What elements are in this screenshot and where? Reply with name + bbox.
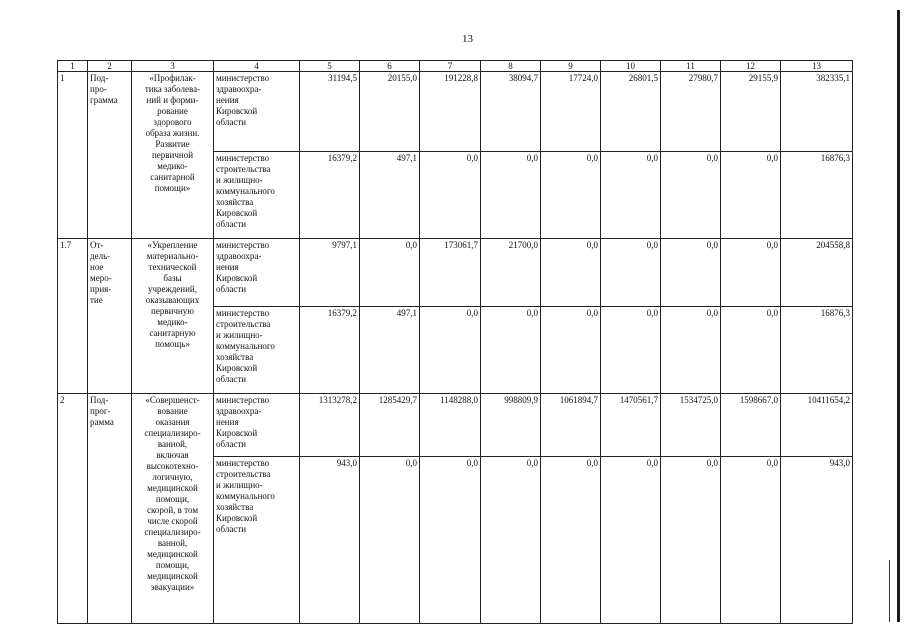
year-amount: 1598667,0: [721, 394, 781, 457]
year-amount: 0,0: [601, 457, 661, 624]
year-amount: 191228,8: [420, 72, 481, 152]
year-amount: 0,0: [541, 239, 601, 307]
executor-name: министерство строительства и жилищно- коммунального хозяйства Кировской области: [214, 457, 300, 624]
year-amount: 0,0: [420, 457, 481, 624]
year-amount: 497,1: [360, 307, 420, 394]
year-amount: 0,0: [601, 152, 661, 239]
year-amount: 1285429,7: [360, 394, 420, 457]
executor-name: министерство строительства и жилищно- коммунального хозяйства Кировской области: [214, 152, 300, 239]
table-row: [58, 239, 853, 307]
section-number: 2: [58, 394, 88, 624]
year-amount: 0,0: [541, 307, 601, 394]
total-amount: 382335,1: [781, 72, 853, 152]
column-header: 3: [132, 61, 214, 72]
year-amount: 16379,2: [300, 307, 360, 394]
year-amount: 38094,7: [481, 72, 541, 152]
column-header: 2: [88, 61, 132, 72]
year-amount: 9797,1: [300, 239, 360, 307]
column-header: 7: [420, 61, 481, 72]
section-name: «Укрепление материально- технической базы учреждений, оказывающих первичную медико- санитарную помощь»: [132, 239, 214, 394]
section-number: 1: [58, 72, 88, 239]
table-row: [58, 72, 853, 152]
year-amount: 0,0: [481, 307, 541, 394]
year-amount: 1470561,7: [601, 394, 661, 457]
column-number-header-row: [58, 61, 853, 72]
year-amount: 173061,7: [420, 239, 481, 307]
year-amount: 29155,9: [721, 72, 781, 152]
year-amount: 0,0: [661, 152, 721, 239]
year-amount: 497,1: [360, 152, 420, 239]
column-header: 6: [360, 61, 420, 72]
year-amount: 0,0: [661, 239, 721, 307]
table-row: [58, 394, 853, 457]
page-number: 13: [462, 33, 473, 45]
year-amount: 0,0: [420, 307, 481, 394]
year-amount: 0,0: [420, 152, 481, 239]
year-amount: 27980,7: [661, 72, 721, 152]
year-amount: 21700,0: [481, 239, 541, 307]
year-amount: 1534725,0: [661, 394, 721, 457]
column-header: 12: [721, 61, 781, 72]
section-name: «Совершенст- вование оказания специализиро- ванной, включая высокотехно- логичную, медицинской помощи, скорой, в том числе скорой специализиро- ванной, медицинской помощи, медицинской эвакуации»: [132, 394, 214, 624]
year-amount: 1148288,0: [420, 394, 481, 457]
year-amount: 31194,5: [300, 72, 360, 152]
budget-table: [57, 60, 853, 624]
year-amount: 0,0: [721, 457, 781, 624]
year-amount: 0,0: [601, 239, 661, 307]
column-header: 13: [781, 61, 853, 72]
column-header: 11: [661, 61, 721, 72]
year-amount: 16379,2: [300, 152, 360, 239]
year-amount: 0,0: [541, 457, 601, 624]
year-amount: 0,0: [661, 457, 721, 624]
year-amount: 20155,0: [360, 72, 420, 152]
year-amount: 0,0: [721, 152, 781, 239]
column-header: 5: [300, 61, 360, 72]
year-amount: 0,0: [481, 457, 541, 624]
section-type: От- дель- ное меро- прия- тие: [88, 239, 132, 394]
total-amount: 16876,3: [781, 307, 853, 394]
column-header: 1: [58, 61, 88, 72]
year-amount: 0,0: [601, 307, 661, 394]
year-amount: 1313278,2: [300, 394, 360, 457]
executor-name: министерство строительства и жилищно- коммунального хозяйства Кировской области: [214, 307, 300, 394]
section-type: Под- про- грамма: [88, 72, 132, 239]
year-amount: 0,0: [721, 239, 781, 307]
total-amount: 943,0: [781, 457, 853, 624]
page-edge-rule: [897, 10, 900, 622]
year-amount: 0,0: [541, 152, 601, 239]
total-amount: 204558,8: [781, 239, 853, 307]
year-amount: 1061894,7: [541, 394, 601, 457]
year-amount: 943,0: [300, 457, 360, 624]
executor-name: министерство здравоохра- нения Кировской области: [214, 239, 300, 307]
section-name: «Профилак- тика заболева- ний и форми- рование здорового образа жизни. Развитие первичной медико- санитарной помощи»: [132, 72, 214, 239]
total-amount: 16876,3: [781, 152, 853, 239]
column-header: 8: [481, 61, 541, 72]
executor-name: министерство здравоохра- нения Кировской области: [214, 72, 300, 152]
year-amount: 0,0: [360, 239, 420, 307]
year-amount: 0,0: [481, 152, 541, 239]
section-type: Под- прог- рамма: [88, 394, 132, 624]
page-edge-rule-secondary: [889, 560, 890, 622]
year-amount: 0,0: [360, 457, 420, 624]
year-amount: 0,0: [721, 307, 781, 394]
section-number: 1.7: [58, 239, 88, 394]
executor-name: министерство здравоохра- нения Кировской области: [214, 394, 300, 457]
column-header: 4: [214, 61, 300, 72]
year-amount: 17724,0: [541, 72, 601, 152]
year-amount: 998809,9: [481, 394, 541, 457]
column-header: 10: [601, 61, 661, 72]
year-amount: 26801,5: [601, 72, 661, 152]
year-amount: 0,0: [661, 307, 721, 394]
column-header: 9: [541, 61, 601, 72]
total-amount: 10411654,2: [781, 394, 853, 457]
